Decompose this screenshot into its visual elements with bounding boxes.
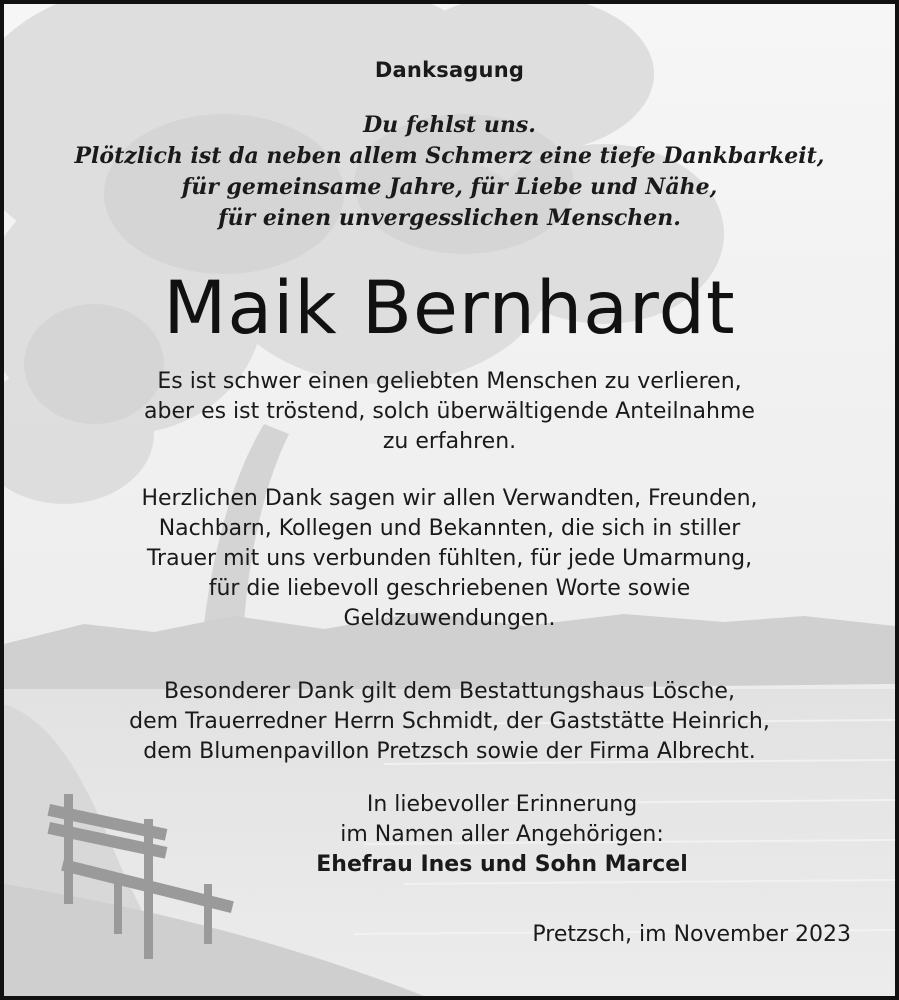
- quote-line: für einen unvergesslichen Menschen.: [218, 205, 681, 231]
- paragraph-line: Nachbarn, Kollegen und Bekannten, die sich in stiller: [158, 516, 741, 541]
- special-thanks-paragraph: [4, 677, 895, 767]
- closing-line: In liebevoller Erinnerung: [366, 792, 638, 817]
- thanks-paragraph: [4, 484, 895, 634]
- closing-block: [274, 790, 730, 880]
- place-date: Pretzsch, im November 2023: [532, 922, 851, 947]
- memorial-quote: [4, 110, 895, 234]
- paragraph-line: aber es ist tröstend, solch überwältigende Anteilnahme: [144, 399, 755, 424]
- paragraph-line: Herzlichen Dank sagen wir allen Verwandten, Freunden,: [141, 486, 758, 511]
- paragraph-line: Es ist schwer einen geliebten Menschen zu verlieren,: [157, 369, 742, 394]
- obituary-content: [4, 4, 895, 996]
- closing-line: im Namen aller Angehörigen:: [340, 822, 664, 847]
- paragraph-line: Trauer mit uns verbunden fühlten, für jede Umarmung,: [146, 546, 753, 571]
- condolence-paragraph: [4, 367, 895, 457]
- paragraph-line: zu erfahren.: [382, 429, 517, 454]
- paragraph-line: Geldzuwendungen.: [343, 606, 556, 631]
- quote-line: Du fehlst uns.: [363, 112, 536, 138]
- signature: Ehefrau Ines und Sohn Marcel: [316, 852, 688, 877]
- paragraph-line: dem Trauerredner Herrn Schmidt, der Gaststätte Heinrich,: [129, 709, 770, 734]
- paragraph-line: für die liebevoll geschriebenen Worte sowie: [208, 576, 691, 601]
- paragraph-line: dem Blumenpavillon Pretzsch sowie der Firma Albrecht.: [143, 739, 756, 764]
- deceased-name: Maik Bernhardt: [163, 266, 736, 351]
- heading-title: Danksagung: [374, 58, 525, 82]
- paragraph-line: Besonderer Dank gilt dem Bestattungshaus Lösche,: [164, 679, 735, 704]
- quote-line: für gemeinsame Jahre, für Liebe und Nähe,: [181, 174, 718, 200]
- quote-line: Plötzlich ist da neben allem Schmerz eine tiefe Dankbarkeit,: [74, 143, 825, 169]
